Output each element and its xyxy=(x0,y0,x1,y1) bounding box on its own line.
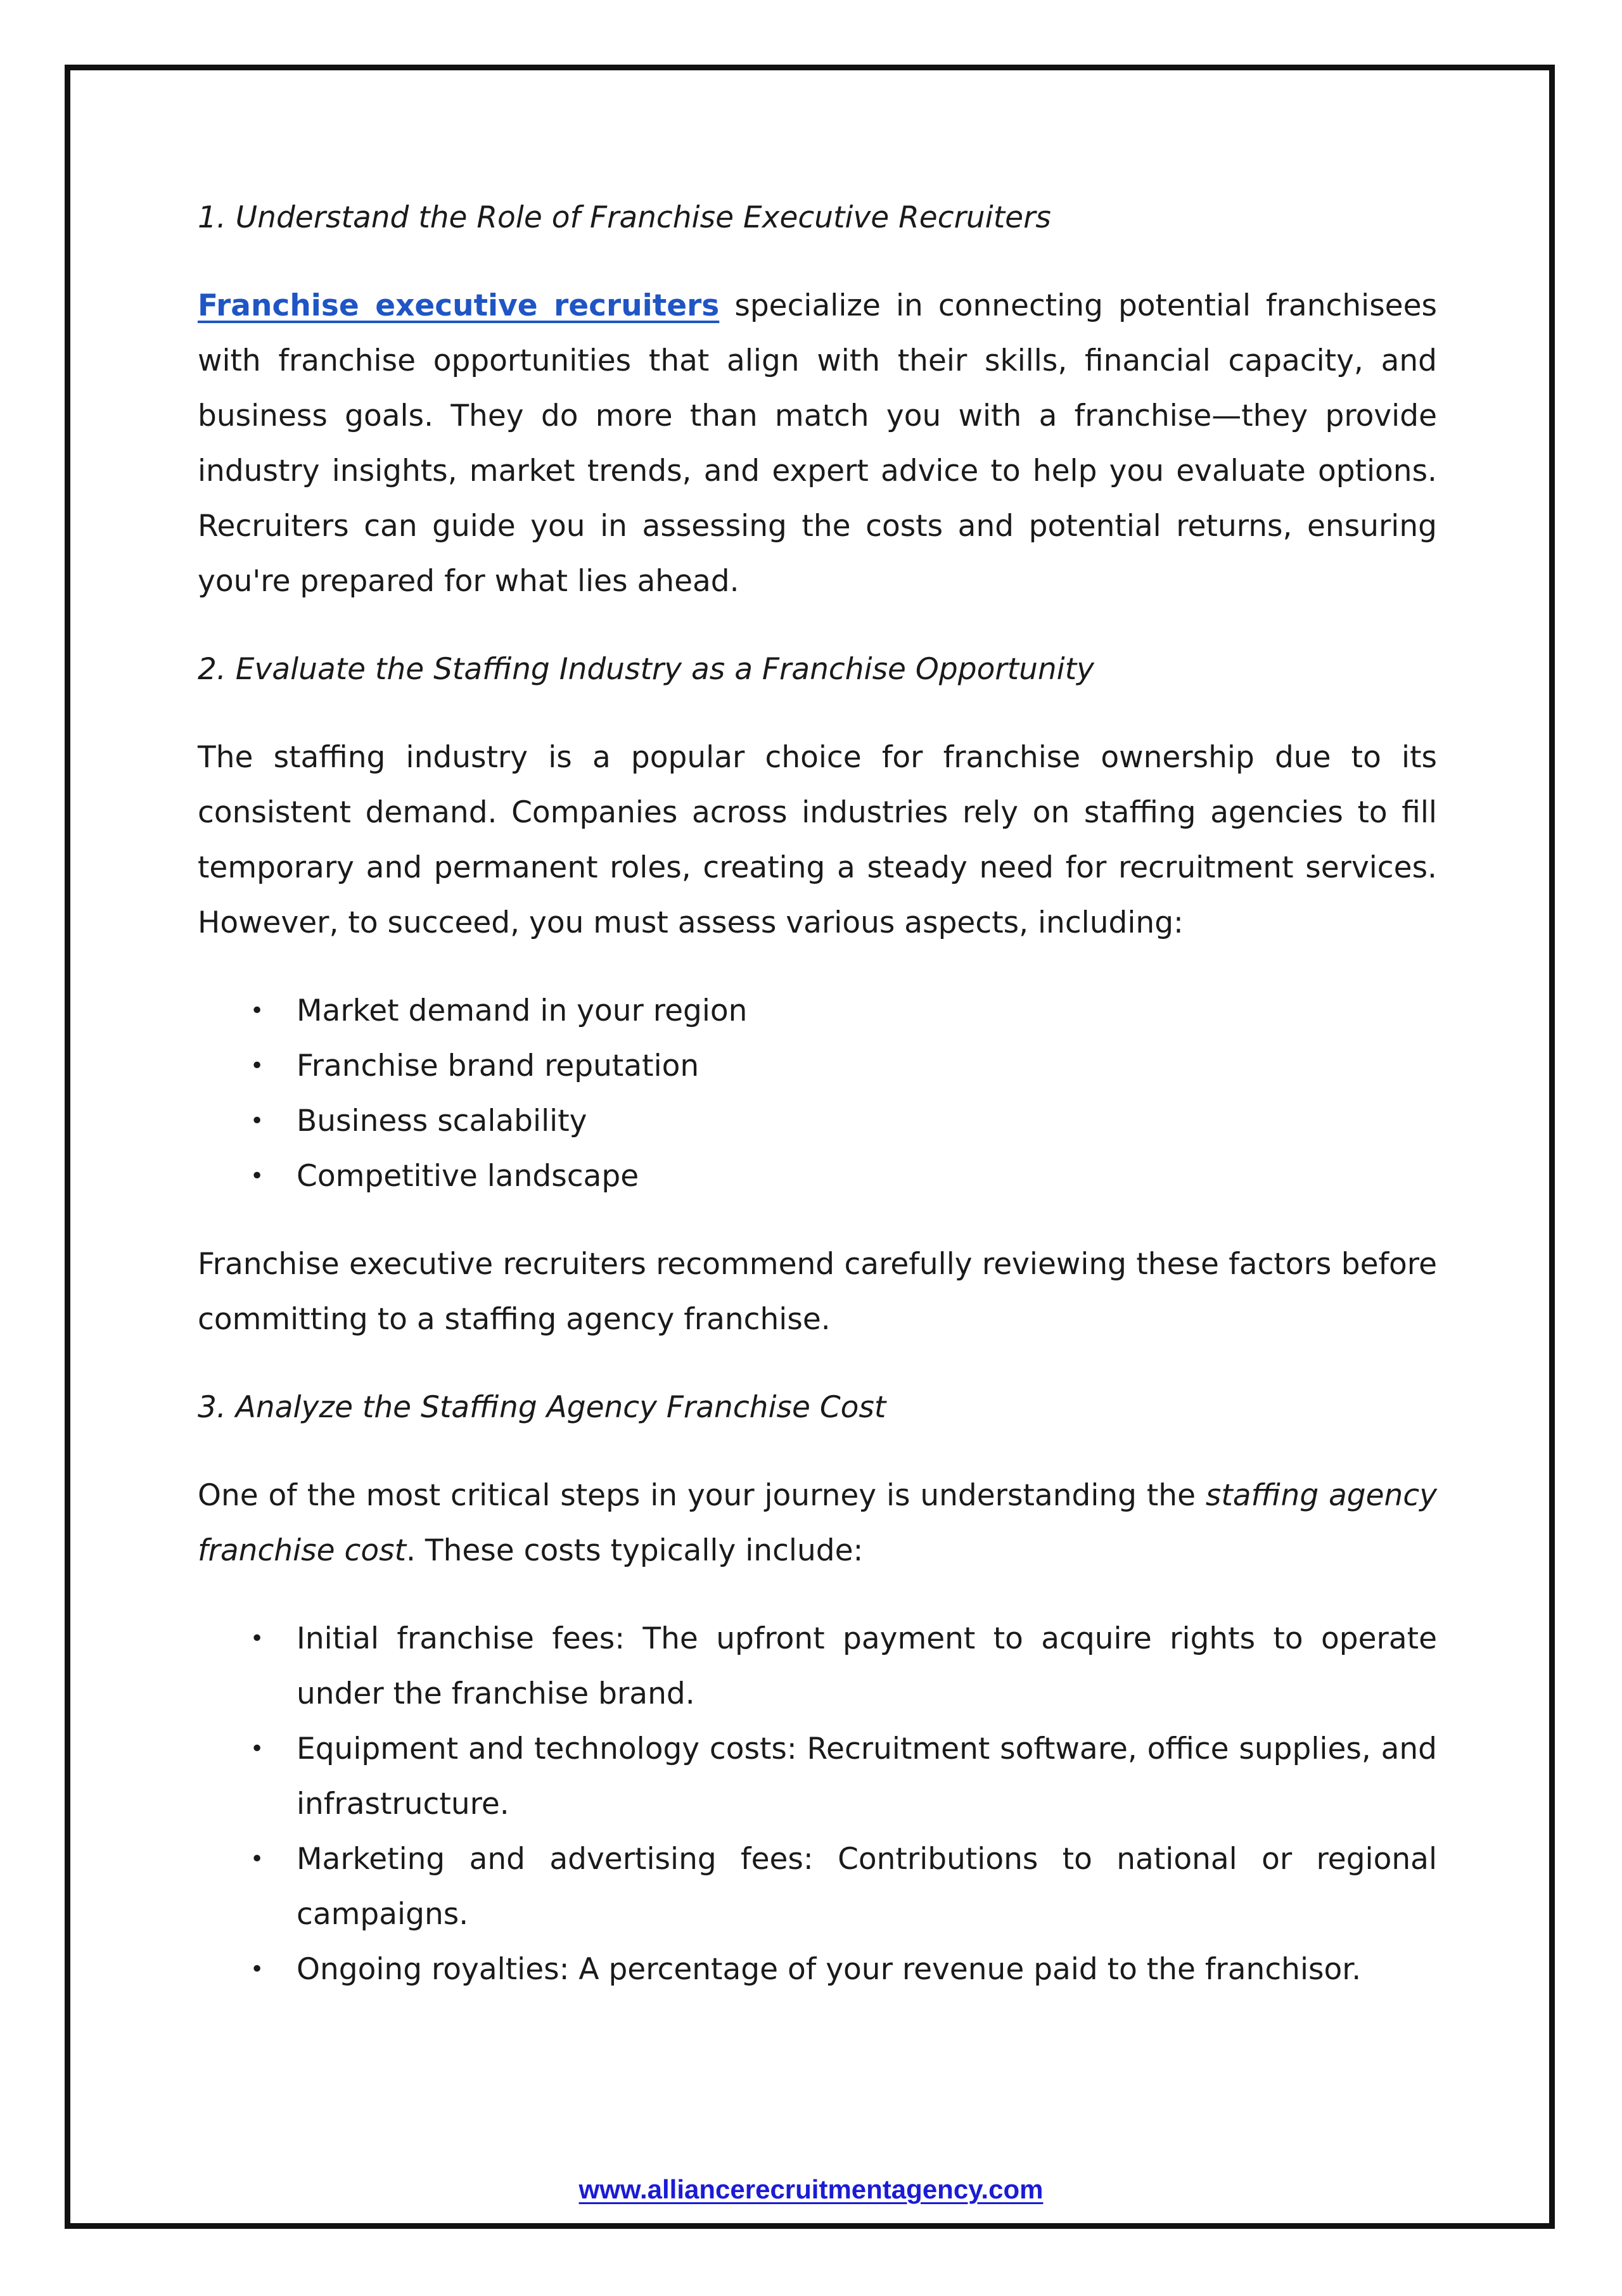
section-2-heading: 2. Evaluate the Staffing Industry as a Franchise Opportunity xyxy=(198,652,1094,687)
bullet-icon: • xyxy=(250,1053,264,1079)
list-item: • Equipment and technology costs: Recruitment software, office supplies, and infrastructure. xyxy=(297,1721,1437,1832)
list-item: • Marketing and advertising fees: Contributions to national or regional campaigns. xyxy=(297,1832,1437,1942)
list-item: • Initial franchise fees: The upfront payment to acquire rights to operate under the franchise brand. xyxy=(297,1611,1437,1721)
bullet-icon: • xyxy=(250,1108,264,1134)
section-2-closing: Franchise executive recruiters recommend carefully reviewing these factors before committing to a staffing agency franchise. xyxy=(198,1247,1437,1337)
section-1-heading: 1. Understand the Role of Franchise Executive Recruiters xyxy=(198,200,1051,235)
franchise-executive-recruiters-link[interactable]: Franchise executive recruiters xyxy=(198,288,720,323)
bullet-icon: • xyxy=(250,1736,264,1762)
list-item: • Competitive landscape xyxy=(297,1149,1437,1204)
section-1-body-text: specialize in connecting potential franchisees with franchise opportunities that align with their skills, financial capacity, and business goals. They do more than match you with a franchise—they provide industry insights, market trends, and expert advice to help you evaluate options. Recruiters can guide you in assessing the costs and potential returns, ensuring you're prepared for what lies ahead. xyxy=(198,288,1437,599)
list-item: • Business scalability xyxy=(297,1094,1437,1149)
document-body xyxy=(198,190,1437,2030)
list-item: • Franchise brand reputation xyxy=(297,1038,1437,1094)
bullet-icon: • xyxy=(250,1846,264,1872)
section-3-bullet-list xyxy=(198,1611,1437,1997)
list-item: • Market demand in your region xyxy=(297,983,1437,1038)
bullet-icon: • xyxy=(250,1956,264,1982)
staffing-agency-franchise-cost-emphasis: staffing agency franchise cost xyxy=(198,1478,1438,1568)
section-2-intro: The staffing industry is a popular choice for franchise ownership due to its consistent demand. Companies across industries rely on staffing agencies to fill temporary and permanent roles, creating a steady need for recruitment services. However, to succeed, you must assess various aspects, including: xyxy=(198,740,1437,940)
bullet-icon: • xyxy=(250,1163,264,1189)
list-item: • Ongoing royalties: A percentage of your revenue paid to the franchisor. xyxy=(297,1942,1437,1997)
section-1-paragraph xyxy=(198,278,1437,609)
section-3-intro: One of the most critical steps in your journey is understanding the staffing agency franchise cost. These costs typically include: xyxy=(198,1478,1438,1568)
section-2-bullet-list xyxy=(198,983,1437,1204)
footer-website-link[interactable]: www.alliancerecruitmentagency.com xyxy=(578,2174,1044,2204)
bullet-icon: • xyxy=(250,1626,264,1652)
section-3-heading: 3. Analyze the Staffing Agency Franchise Cost xyxy=(198,1390,886,1425)
bullet-icon: • xyxy=(250,998,264,1024)
